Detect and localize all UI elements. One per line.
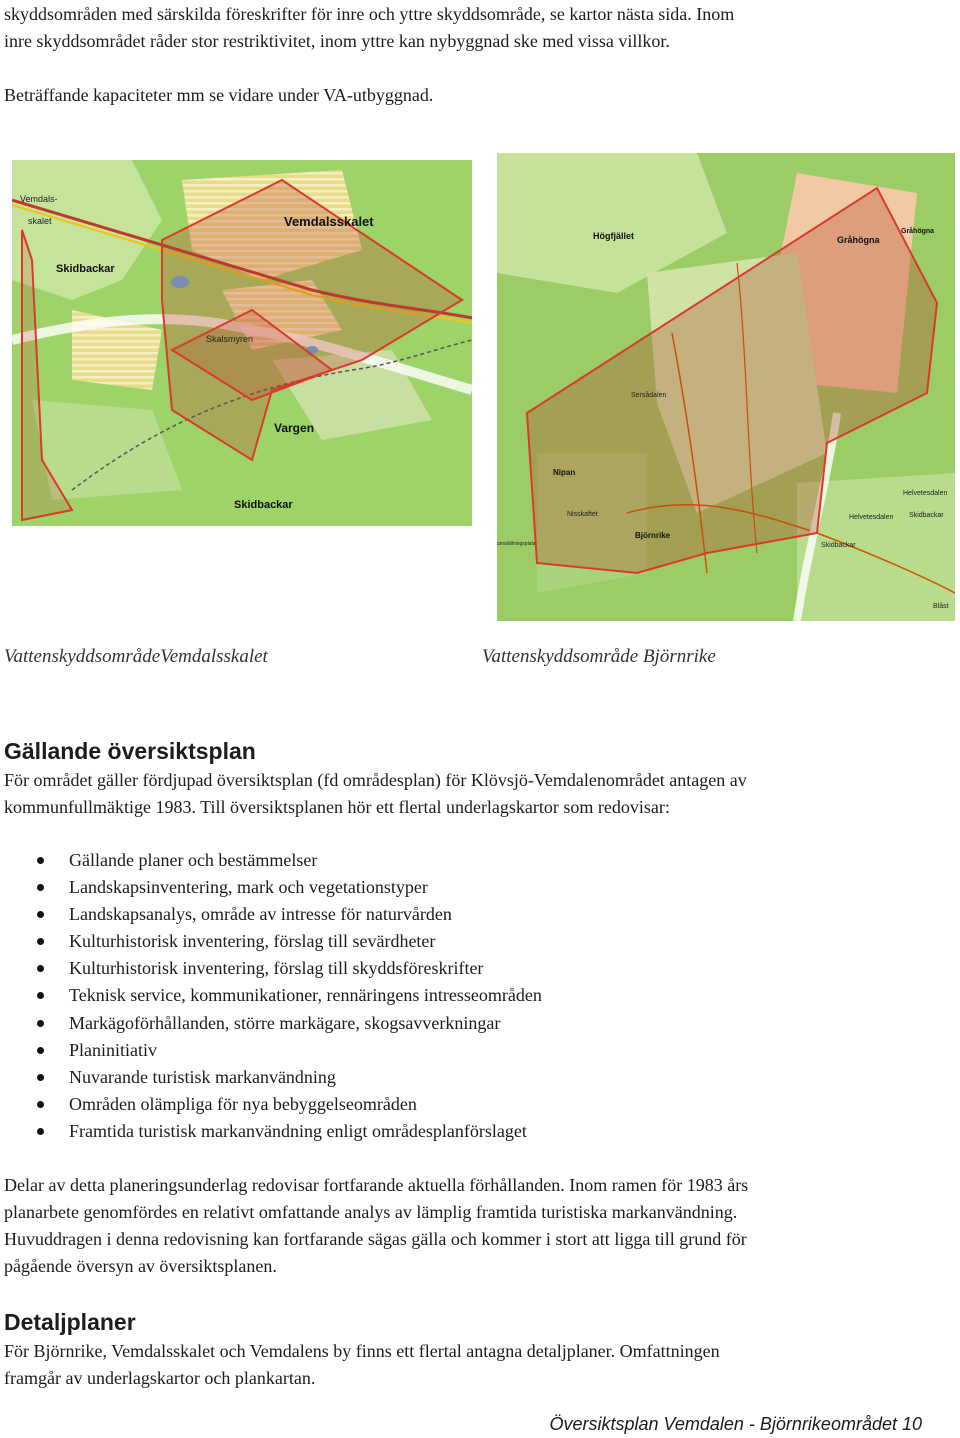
label-skidbackar-bottom: Skidbackar xyxy=(234,499,293,511)
section1-line-1: För området gäller fördjupad översiktsplan (fd områdesplan) för Klövsjö-Vemdalenområdet antagen av xyxy=(4,770,747,790)
bullet-list xyxy=(0,847,542,1145)
bullet-item: Nuvarande turistisk markanvändning xyxy=(0,1064,542,1091)
bullet-dot xyxy=(37,1128,44,1135)
label-grahogna-2: Gråhögna xyxy=(901,228,935,235)
bullet-dot xyxy=(37,965,44,972)
page-footer: Översiktsplan Vemdalen - Björnrikeområdet 10 xyxy=(549,1414,922,1434)
caption-vemdalsskalet: VattenskyddsområdeVemdalsskalet xyxy=(4,646,268,667)
section1-para2-line-2: planarbete genomfördes en relativt omfattande analys av lämplig framtida turistiska markanvändning. xyxy=(4,1202,738,1222)
label-nipan: Nipan xyxy=(553,468,576,477)
bullet-dot xyxy=(37,1101,44,1108)
label-nisskaftet: Nisskaftet xyxy=(567,511,598,518)
section1-para2-line-4: pågående översyn av översiktsplanen. xyxy=(4,1256,277,1276)
label-hogfjallet: Högfjället xyxy=(593,231,635,241)
label-sersadalen: Sersådalen xyxy=(631,392,667,399)
section1-para2-line-3: Huvuddragen i denna redovisning kan fortfarande sägas gälla och kommer i stort att ligga till grund för xyxy=(4,1229,747,1249)
label-vemdals-2: skalet xyxy=(28,216,52,226)
section1-line-2: kommunfullmäktige 1983. Till översiktsplanen hör ett flertal underlagskartor som redovisar: xyxy=(4,797,670,817)
bullet-item: Landskapsanalys, område av intresse för naturvården xyxy=(0,901,542,928)
bullet-item: Framtida turistisk markanvändning enligt områdesplanförslaget xyxy=(0,1118,542,1145)
label-uppstallningsplats: amställningsplats xyxy=(497,541,536,547)
label-skidbackar-top: Skidbackar xyxy=(56,263,115,275)
bullet-item: Landskapsinventering, mark och vegetationstyper xyxy=(0,874,542,901)
bullet-item: Gällande planer och bestämmelser xyxy=(0,847,542,874)
bullet-dot xyxy=(37,992,44,999)
label-skalsmyren: Skalsmyren xyxy=(206,334,254,344)
label-vargen: Vargen xyxy=(274,421,315,435)
heading-detaljplaner: Detaljplaner xyxy=(4,1309,136,1335)
section2-line-2: framgår av underlagskartor och plankartan. xyxy=(4,1368,316,1388)
bullet-item: Markägoförhållanden, större markägare, skogsavverkningar xyxy=(0,1010,542,1037)
label-vemdals-1: Vemdals- xyxy=(20,194,58,204)
label-vemdalsskalet: Vemdalsskalet xyxy=(284,214,374,229)
caption-bjornrike: Vattenskyddsområde Björnrike xyxy=(482,646,716,667)
bullet-dot xyxy=(37,938,44,945)
bullet-item: Planinitiativ xyxy=(0,1037,542,1064)
map-bjornrike xyxy=(497,153,955,621)
label-helvetesdalen-2: Helvetesdalen xyxy=(849,514,894,521)
bullet-dot xyxy=(37,1074,44,1081)
intro-line-3: Beträffande kapaciteter mm se vidare under VA-utbyggnad. xyxy=(4,85,434,105)
bullet-dot xyxy=(37,1047,44,1054)
label-blasten: Blåst xyxy=(933,603,949,610)
label-grahogna-1: Gråhögna xyxy=(837,235,880,245)
bullet-dot xyxy=(37,911,44,918)
intro-line-1: skyddsområden med särskilda föreskrifter för inre och yttre skyddsområde, se kartor nästa sida. Inom xyxy=(4,4,735,24)
bullet-item: Kulturhistorisk inventering, förslag till skyddsföreskrifter xyxy=(0,955,542,982)
map-vemdalsskalet xyxy=(12,160,472,526)
bullet-item: Teknisk service, kommunikationer, rennäringens intresseområden xyxy=(0,982,542,1009)
section1-para2-line-1: Delar av detta planeringsunderlag redovisar fortfarande aktuella förhållanden. Inom ramen för 1983 års xyxy=(4,1175,749,1195)
label-bjornrike: Björnrike xyxy=(635,531,671,540)
bullet-dot xyxy=(37,1020,44,1027)
bullet-item: Kulturhistorisk inventering, förslag till sevärdheter xyxy=(0,928,542,955)
section2-line-1: För Björnrike, Vemdalsskalet och Vemdalens by finns ett flertal antagna detaljplaner. Omfattningen xyxy=(4,1341,720,1361)
intro-line-2: inre skyddsområdet råder stor restriktivitet, inom yttre kan nybyggnad ske med vissa villkor. xyxy=(4,31,670,51)
bullet-dot xyxy=(37,857,44,864)
label-skidbackar-2: Skidbackar xyxy=(821,542,856,549)
bullet-dot xyxy=(37,884,44,891)
heading-gallande-oversiktsplan: Gällande översiktsplan xyxy=(4,738,256,764)
label-helvetesdalen-1: Helvetesdalen xyxy=(903,490,948,497)
label-skidbackar-1: Skidbackar xyxy=(909,512,944,519)
bullet-item: Områden olämpliga för nya bebyggelseområden xyxy=(0,1091,542,1118)
